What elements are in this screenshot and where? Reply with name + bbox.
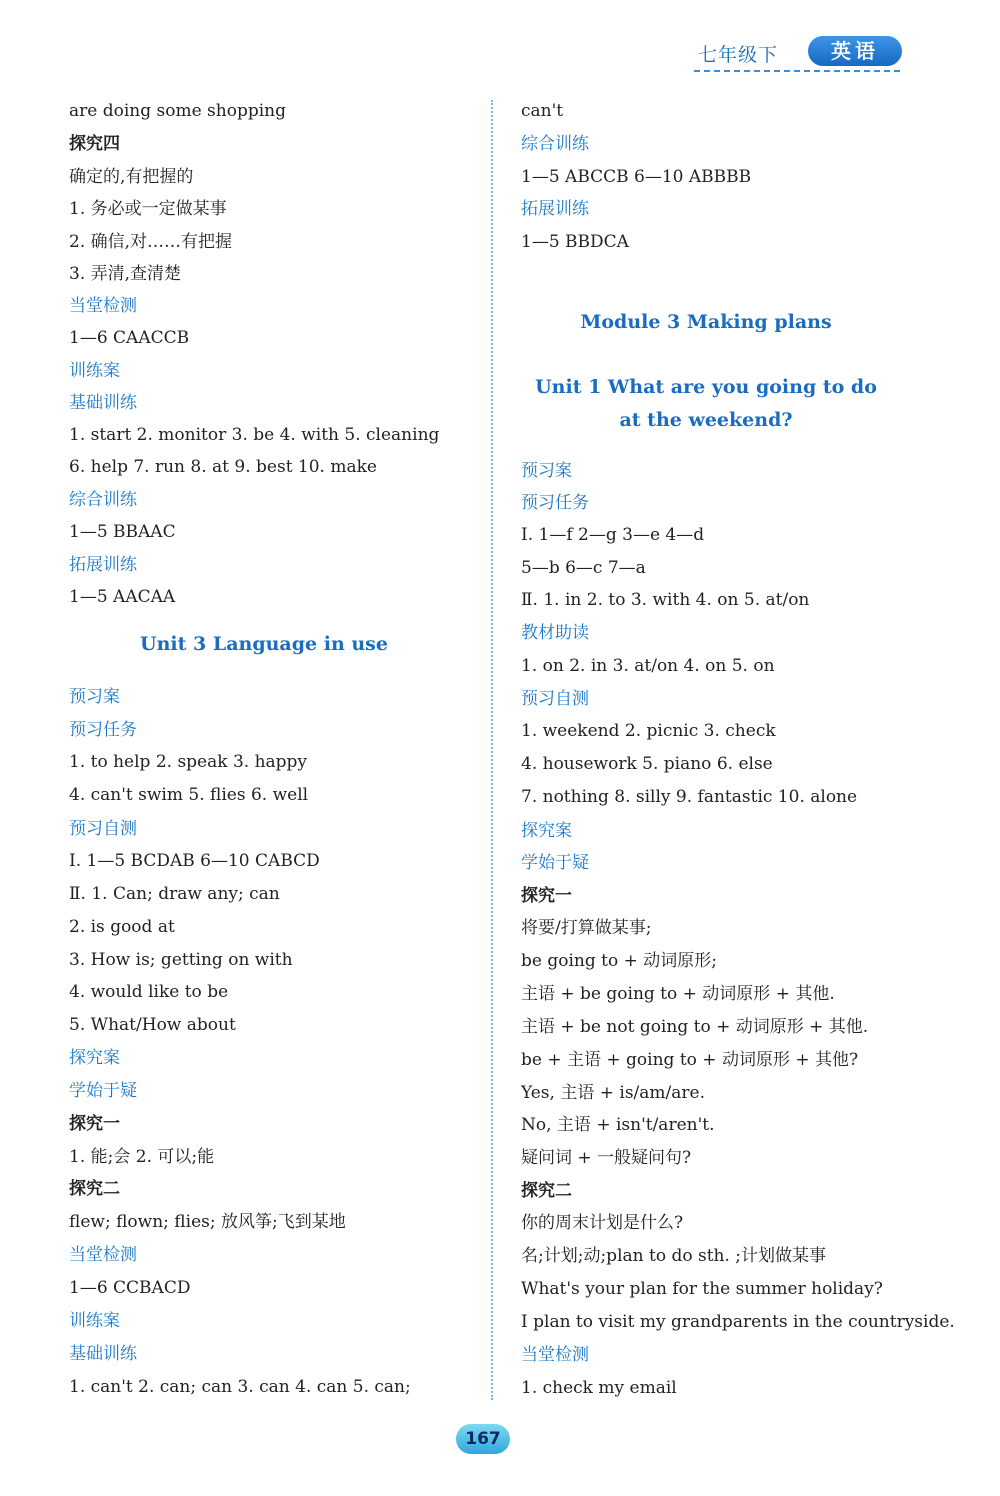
section-title: Module 3 Making plans bbox=[580, 311, 832, 333]
subsection-heading: 探究四 bbox=[69, 134, 120, 154]
answer-line: No, 主语 + isn't/aren't. bbox=[521, 1115, 715, 1135]
answer-line: 1—5 BBDCA bbox=[521, 232, 629, 252]
page-number: 167 bbox=[456, 1424, 510, 1454]
answer-line: 7. nothing 8. silly 9. fantastic 10. alone bbox=[521, 787, 858, 807]
answer-line: 1. to help 2. speak 3. happy bbox=[69, 752, 308, 772]
section-heading: 教材助读 bbox=[521, 623, 589, 643]
answer-line: 1. 能;会 2. 可以;能 bbox=[69, 1147, 215, 1167]
section-heading: 学始于疑 bbox=[69, 1081, 137, 1101]
section-heading: 拓展训练 bbox=[521, 199, 589, 219]
answer-line: 1—5 AACAA bbox=[69, 587, 176, 607]
answer-line: 主语 + be going to + 动词原形 + 其他. bbox=[521, 984, 835, 1004]
answer-line: 1. on 2. in 3. at/on 4. on 5. on bbox=[521, 656, 775, 676]
section-heading: 预习自测 bbox=[521, 689, 589, 709]
answer-line: 1. start 2. monitor 3. be 4. with 5. cleaning bbox=[69, 425, 440, 445]
answer-line: 确定的,有把握的 bbox=[69, 167, 194, 187]
answer-line: 2. 确信,对……有把握 bbox=[69, 232, 233, 252]
answer-line: 1. check my email bbox=[521, 1378, 677, 1398]
answer-line: are doing some shopping bbox=[69, 101, 286, 121]
header-underline bbox=[694, 70, 900, 72]
answer-line: 6. help 7. run 8. at 9. best 10. make bbox=[69, 457, 377, 477]
answer-line: Ⅰ. 1—5 BCDAB 6—10 CABCD bbox=[69, 851, 320, 871]
answer-line: 将要/打算做某事; bbox=[521, 918, 652, 938]
subject-badge: 英语 bbox=[808, 36, 902, 66]
answer-line: 主语 + be not going to + 动词原形 + 其他. bbox=[521, 1017, 869, 1037]
answer-line: 4. housework 5. piano 6. else bbox=[521, 754, 773, 774]
answer-line: What's your plan for the summer holiday? bbox=[521, 1279, 883, 1299]
answer-line: 5—b 6—c 7—a bbox=[521, 558, 646, 578]
answer-line: 1—6 CAACCB bbox=[69, 328, 190, 348]
subsection-heading: 探究二 bbox=[69, 1179, 120, 1199]
answer-line: 4. can't swim 5. flies 6. well bbox=[69, 785, 309, 805]
answer-line: 2. is good at bbox=[69, 917, 175, 937]
answer-line: 疑问词 + 一般疑问句? bbox=[521, 1148, 692, 1168]
section-heading: 探究案 bbox=[521, 821, 572, 841]
section-heading: 拓展训练 bbox=[69, 555, 137, 575]
answer-line: 1. can't 2. can; can 3. can 4. can 5. can; bbox=[69, 1377, 411, 1397]
answer-line: Yes, 主语 + is/am/are. bbox=[521, 1083, 705, 1103]
page-header bbox=[690, 34, 910, 76]
section-heading: 预习任务 bbox=[69, 720, 137, 740]
answer-line: 1. weekend 2. picnic 3. check bbox=[521, 721, 776, 741]
answer-line: 4. would like to be bbox=[69, 982, 229, 1002]
section-heading: 预习案 bbox=[69, 687, 120, 707]
subsection-heading: 探究二 bbox=[521, 1181, 572, 1201]
answer-line: Ⅱ. 1. in 2. to 3. with 4. on 5. at/on bbox=[521, 590, 810, 610]
answer-line: Ⅰ. 1—f 2—g 3—e 4—d bbox=[521, 525, 705, 545]
subsection-heading: 探究一 bbox=[69, 1114, 120, 1134]
answer-line: be + 主语 + going to + 动词原形 + 其他? bbox=[521, 1050, 859, 1070]
answer-line: be going to + 动词原形; bbox=[521, 951, 717, 971]
subsection-heading: 探究一 bbox=[521, 886, 572, 906]
section-heading: 训练案 bbox=[69, 1311, 120, 1331]
answer-line: 1—5 ABCCB 6—10 ABBBB bbox=[521, 167, 752, 187]
section-heading: 预习自测 bbox=[69, 819, 137, 839]
answer-line: 1. 务必或一定做某事 bbox=[69, 199, 227, 219]
section-heading: 学始于疑 bbox=[521, 853, 589, 873]
answer-line: 1—6 CCBACD bbox=[69, 1278, 191, 1298]
section-heading: 当堂检测 bbox=[521, 1345, 589, 1365]
section-title: Unit 1 What are you going to do bbox=[535, 376, 877, 398]
section-heading: 探究案 bbox=[69, 1048, 120, 1068]
section-heading: 基础训练 bbox=[69, 393, 137, 413]
answer-line: 3. 弄清,查清楚 bbox=[69, 264, 182, 284]
answer-line: 3. How is; getting on with bbox=[69, 950, 293, 970]
answer-line: I plan to visit my grandparents in the countryside. bbox=[521, 1312, 955, 1332]
section-title: at the weekend? bbox=[619, 409, 793, 431]
section-heading: 训练案 bbox=[69, 361, 120, 381]
section-heading: 综合训练 bbox=[69, 490, 137, 510]
answer-line: 名;计划;动;plan to do sth. ;计划做某事 bbox=[521, 1246, 827, 1266]
section-heading: 预习案 bbox=[521, 461, 572, 481]
answer-line: 5. What/How about bbox=[69, 1015, 236, 1035]
section-heading: 当堂检测 bbox=[69, 1245, 137, 1265]
grade-label: 七年级下 bbox=[698, 44, 779, 66]
answer-line: can't bbox=[521, 101, 564, 121]
answer-line: 你的周末计划是什么? bbox=[521, 1213, 684, 1233]
section-heading: 预习任务 bbox=[521, 493, 589, 513]
section-heading: 综合训练 bbox=[521, 134, 589, 154]
section-heading: 基础训练 bbox=[69, 1344, 137, 1364]
answer-line: 1—5 BBAAC bbox=[69, 522, 176, 542]
answer-line: Ⅱ. 1. Can; draw any; can bbox=[69, 884, 280, 904]
section-title: Unit 3 Language in use bbox=[140, 633, 388, 655]
column-divider bbox=[491, 100, 493, 1400]
answer-line: flew; flown; flies; 放风筝;飞到某地 bbox=[69, 1212, 346, 1232]
section-heading: 当堂检测 bbox=[69, 296, 137, 316]
